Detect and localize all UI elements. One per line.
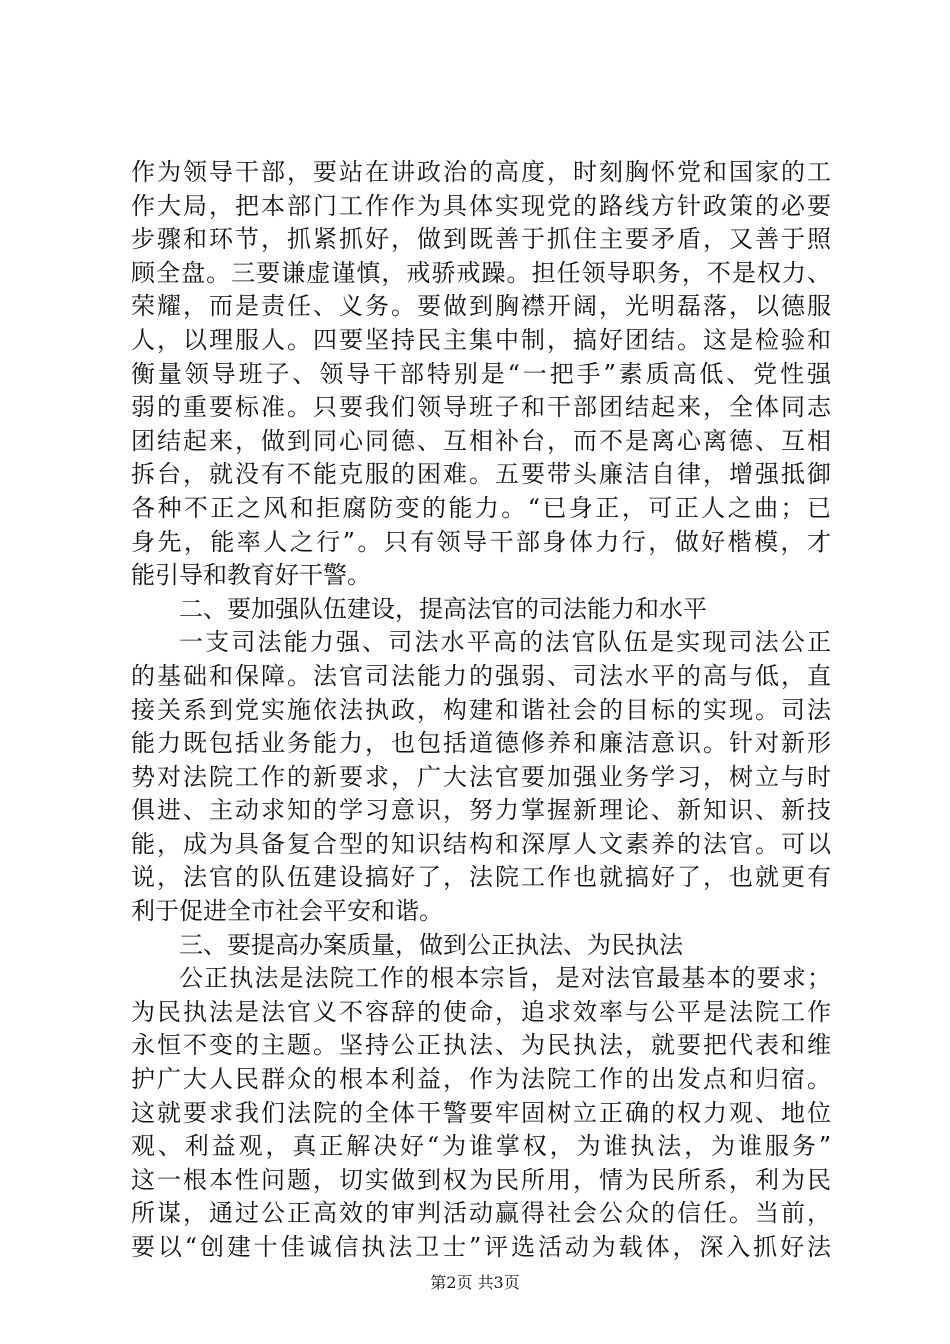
text-line: 利于促进全市社会平安和谐。 [131, 897, 443, 926]
text-line: 人，以理服人。四要坚持民主集中制，搞好团结。这是检验和 [131, 325, 831, 354]
text-line: 团结起来，做到同心同德、互相补台，而不是离心离德、互相 [131, 426, 831, 455]
text-line: 能力既包括业务能力，也包括道德修养和廉洁意识。针对新形 [131, 729, 831, 758]
text-line: 俱进、主动求知的学习意识，努力掌握新理论、新知识、新技 [131, 796, 831, 825]
text-line: 作为领导干部，要站在讲政治的高度，时刻胸怀党和国家的工 [131, 158, 831, 186]
text-line: 荣耀，而是责任、义务。要做到胸襟开阔，光明磊落，以德服 [131, 292, 831, 321]
text-line: 永恒不变的主题。坚持公正执法、为民执法，就要把代表和维 [131, 1031, 831, 1060]
text-line: 各种不正之风和拒腐防变的能力。“已身正，可正人之曲；已 [131, 493, 831, 522]
text-line: 这一根本性问题，切实做到权为民所用，情为民所系，利为民 [131, 1165, 831, 1194]
text-line: 步骤和环节，抓紧抓好，做到既善于抓住主要矛盾，又善于照 [131, 225, 831, 254]
text-line: 观、利益观，真正解决好“为谁掌权，为谁执法，为谁服务” [131, 1132, 831, 1161]
text-line: 公正执法是法院工作的根本宗旨，是对法官最基本的要求； [179, 964, 831, 993]
text-line: 的基础和保障。法官司法能力的强弱、司法水平的高与低，直 [131, 661, 831, 690]
text-line: 这就要求我们法院的全体干警要牢固树立正确的权力观、地位 [131, 1098, 831, 1127]
text-line: 说，法官的队伍建设搞好了，法院工作也就搞好了，也就更有 [131, 863, 831, 892]
text-line: 势对法院工作的新要求，广大法官要加强业务学习，树立与时 [131, 762, 831, 791]
text-line: 所谋，通过公正高效的审判活动赢得社会公众的信任。当前， [131, 1199, 831, 1228]
text-line: 能，成为具备复合型的知识结构和深厚人文素养的法官。可以 [131, 829, 831, 858]
text-line: 顾全盘。三要谦虚谨慎，戒骄戒躁。担任领导职务，不是权力、 [131, 258, 831, 287]
text-line: 身先，能率人之行”。只有领导干部身体力行，做好楷模，才 [131, 527, 831, 556]
text-line: 护广大人民群众的根本利益，作为法院工作的出发点和归宿。 [131, 1065, 831, 1094]
page-number-footer: 第2页 共3页 [430, 1273, 520, 1292]
text-line: 接关系到党实施依法执政，构建和谐社会的目标的实现。司法 [131, 695, 831, 724]
text-line: 为民执法是法官义不容辞的使命，追求效率与公平是法院工作 [131, 997, 831, 1026]
text-line: 作大局，把本部门工作作为具体实现党的路线方针政策的必要 [131, 191, 831, 220]
document-body [131, 156, 831, 1265]
text-line: 衡量领导班子、领导干部特别是“一把手”素质高低、党性强 [131, 359, 831, 388]
text-line: 拆台，就没有不能克服的困难。五要带头廉洁自律，增强抵御 [131, 460, 831, 489]
text-line: 一支司法能力强、司法水平高的法官队伍是实现司法公正 [179, 628, 831, 657]
section-heading: 三、要提高办案质量，做到公正执法、为民执法 [179, 930, 683, 959]
section-heading: 二、要加强队伍建设，提高法官的司法能力和水平 [179, 594, 707, 623]
text-line: 能引导和教育好干警。 [131, 561, 371, 590]
text-line: 弱的重要标准。只要我们领导班子和干部团结起来，全体同志 [131, 393, 831, 422]
text-line: 要以“创建十佳诚信执法卫士”评选活动为载体，深入抓好法 [131, 1233, 831, 1261]
